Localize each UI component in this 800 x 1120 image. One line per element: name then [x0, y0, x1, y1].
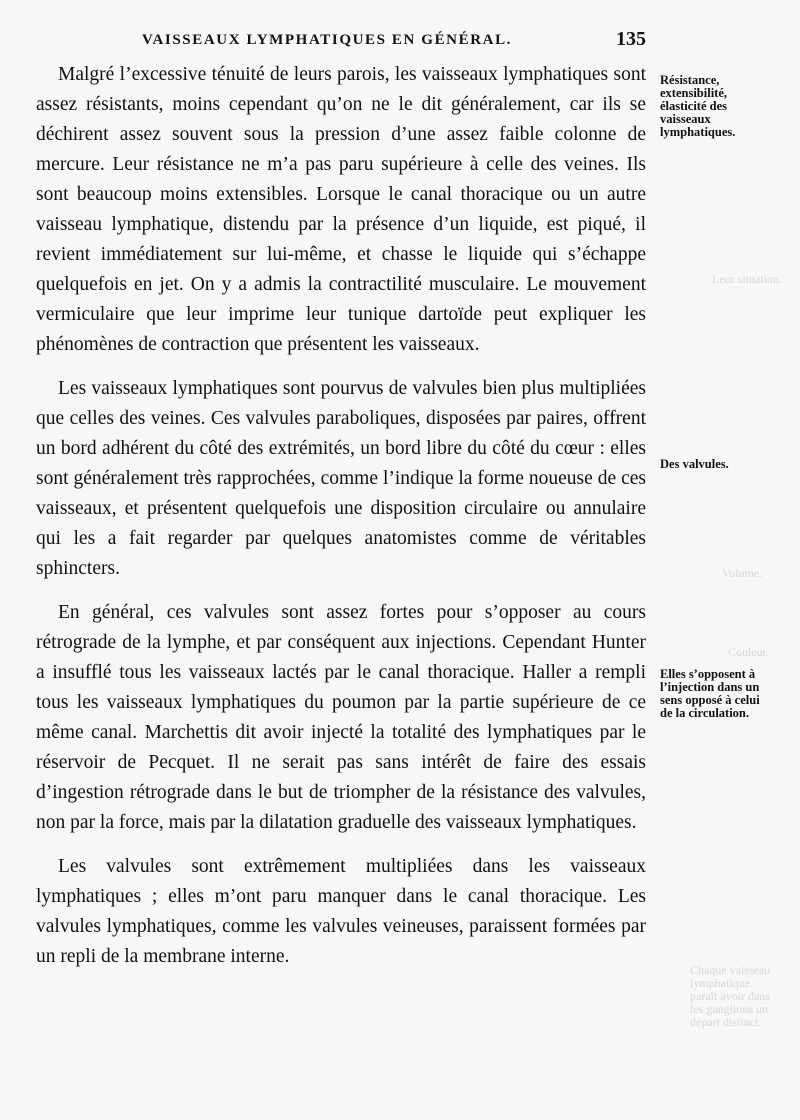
- paragraph-valves: Les vaisseaux lymphatiques sont pourvus de valvules bien plus multipliées que celles des veines. Ces valvules paraboliques, disposées par paires, offrent un bord adhérent du côté des extrémités, un bord libre du côté du cœur : elles sont généralement très rapprochées, comme l’indique la forme noueuse de ces vaisseaux, et présentent quelquefois une disposition circulaire ou annulaire qui les a fait regarder par quelques anatomistes comme de véritables sphincters.: [36, 378, 646, 579]
- show-through-text: Chaque vaisseau lymphatique paraît avoir dans les ganglions un départ distinct.: [690, 963, 771, 1029]
- page-number: 135: [616, 28, 646, 50]
- show-through-text: Volume.: [722, 566, 763, 580]
- margin-note-valves: Des valvules.: [660, 457, 729, 471]
- paragraph-resistance: Malgré l’excessive ténuité de leurs parois, les vaisseaux lymphatiques sont assez résistants, moins cependant qu’on ne le dit généralement, car ils se déchirent assez souvent sous la pression d’une assez faible colonne de mercure. Leur résistance ne m’a pas paru supérieure à celle des veines. Ils sont beaucoup moins extensibles. Lorsque le canal thoracique ou un autre vaisseau lymphatique, distendu par la présence d’un liquide, est piqué, il revient immédiatement sur lui-même, et chasse le liquide qui s’échappe quelquefois en jet. On y a admis la contractilité musculaire. Le mouvement vermiculaire que leur imprime leur tunique dartoïde peut expliquer les phénomènes de contraction que présentent les vaisseaux.: [36, 64, 646, 355]
- show-through-text: Leur situation.: [712, 272, 782, 286]
- paragraph-injection: En général, ces valvules sont assez fortes pour s’opposer au cours rétrograde de la lymphe, et par conséquent aux injections. Cependant Hunter a insufflé tous les vaisseaux lactés par le canal thoracique. Haller a rempli tous les vaisseaux lymphatiques du poumon par la partie supérieure de ce même canal. Marchettis dit avoir injecté la totalité des lymphatiques par le réservoir de Pecquet. Il ne serait pas sans intérêt de faire des essais d’ingestion rétrograde dans le but de triompher de la résistance des valvules, non par la force, mais par la dilatation graduelle des vaisseaux lymphatiques.: [36, 602, 646, 833]
- running-head: [100, 30, 660, 56]
- paragraph-valve-structure: Les valvules sont extrêmement multipliées dans les vaisseaux lymphatiques ; elles m’ont paru manquer dans le canal thoracique. Les valvules lymphatiques, comme les valvules veineuses, paraissent formées par un repli de la membrane interne.: [36, 856, 646, 967]
- running-title: VAISSEAUX LYMPHATIQUES EN GÉNÉRAL.: [142, 32, 513, 48]
- margin-note-resistance: Résistance, extensibilité, élasticité des vaisseaux lymphatiques.: [660, 73, 736, 139]
- show-through-text: Couleur.: [728, 645, 769, 659]
- body-text: [36, 60, 646, 986]
- margin-note-injection: Elles s’opposent à l’injection dans un sens opposé à celui de la circulation.: [660, 667, 760, 720]
